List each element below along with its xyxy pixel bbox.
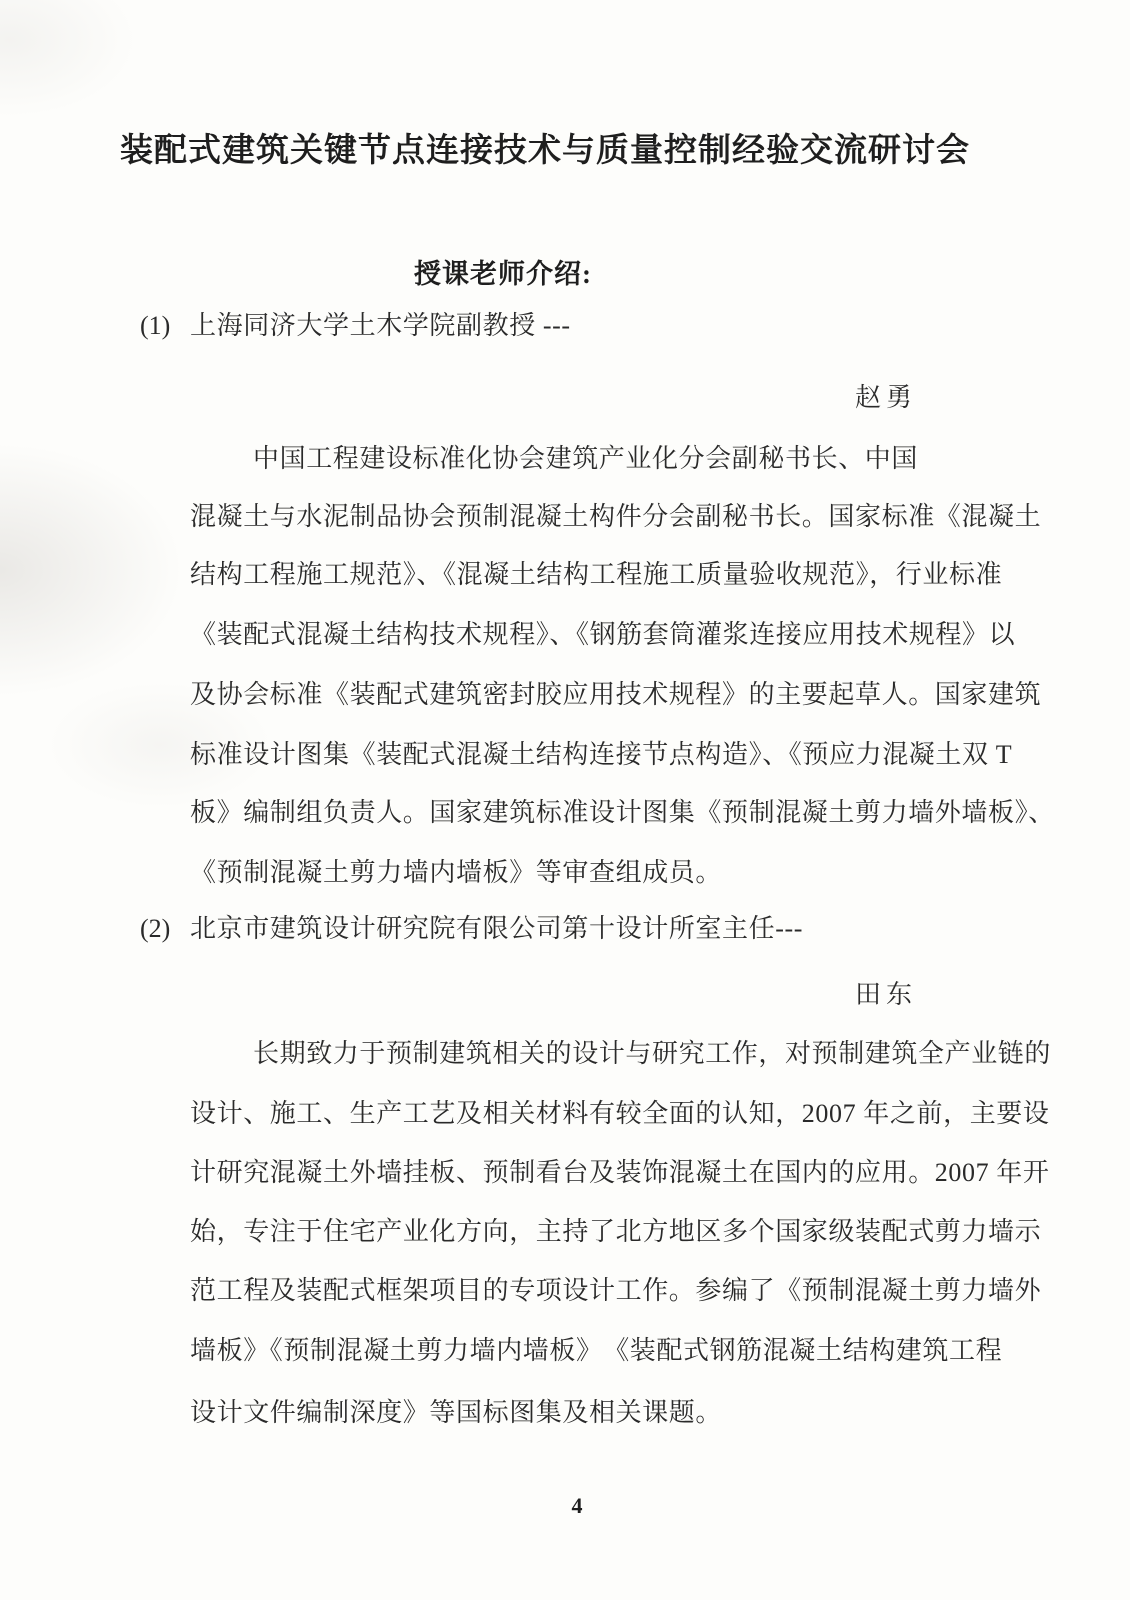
bio-line: 《装配式混凝土结构技术规程》、《钢筋套筒灌浆连接应用技术规程》以: [190, 620, 1016, 649]
speaker-2-name: 田东: [855, 980, 918, 1009]
bio-line: 混凝土与水泥制品协会预制混凝土构件分会副秘书长。国家标准《混凝土: [190, 502, 1042, 531]
page-title: 装配式建筑关键节点连接技术与质量控制经验交流研讨会: [120, 133, 970, 169]
bio-line: 始，专注于住宅产业化方向，主持了北方地区多个国家级装配式剪力墙示: [190, 1217, 1042, 1246]
speaker-1-name: 赵勇: [855, 383, 918, 412]
bio-line: 范工程及装配式框架项目的专项设计工作。参编了《预制混凝土剪力墙外: [190, 1276, 1042, 1305]
page-number: 4: [571, 1493, 583, 1518]
bio-line: 结构工程施工规范》、《混凝土结构工程施工质量验收规范》，行业标准: [190, 560, 1003, 589]
speaker-2-heading-row: [140, 908, 803, 945]
bio-line: 设计文件编制深度》等国标图集及相关课题。: [190, 1398, 723, 1427]
speaker-1-affiliation: 上海同济大学土木学院副教授 ---: [190, 311, 571, 340]
speaker-1-heading-row: [140, 305, 571, 342]
speaker-2-label: (2): [140, 914, 171, 943]
section-heading: 授课老师介绍:: [414, 259, 592, 289]
bio-line: 长期致力于预制建筑相关的设计与研究工作，对预制建筑全产业链的: [253, 1039, 1052, 1068]
speaker-1-label: (1): [140, 311, 171, 340]
bio-line: 中国工程建设标准化协会建筑产业化分会副秘书长、中国: [253, 444, 919, 473]
speaker-2-affiliation: 北京市建筑设计研究院有限公司第十设计所室主任---: [190, 914, 803, 943]
bio-line: 及协会标准《装配式建筑密封胶应用技术规程》的主要起草人。国家建筑: [190, 680, 1042, 709]
bio-line: 设计、施工、生产工艺及相关材料有较全面的认知，2007 年之前，主要设: [190, 1099, 1050, 1128]
bio-line: 计研究混凝土外墙挂板、预制看台及装饰混凝土在国内的应用。2007 年开: [190, 1158, 1050, 1187]
bio-line: 板》编制组负责人。国家建筑标准设计图集《预制混凝土剪力墙外墙板》、: [190, 798, 1055, 827]
bio-line: 墙板》《预制混凝土剪力墙内墙板》 《装配式钢筋混凝土结构建筑工程: [190, 1336, 1003, 1365]
bio-line: 《预制混凝土剪力墙内墙板》等审查组成员。: [190, 858, 723, 887]
bio-line: 标准设计图集《装配式混凝土结构连接节点构造》、《预应力混凝土双 T: [190, 740, 1013, 769]
